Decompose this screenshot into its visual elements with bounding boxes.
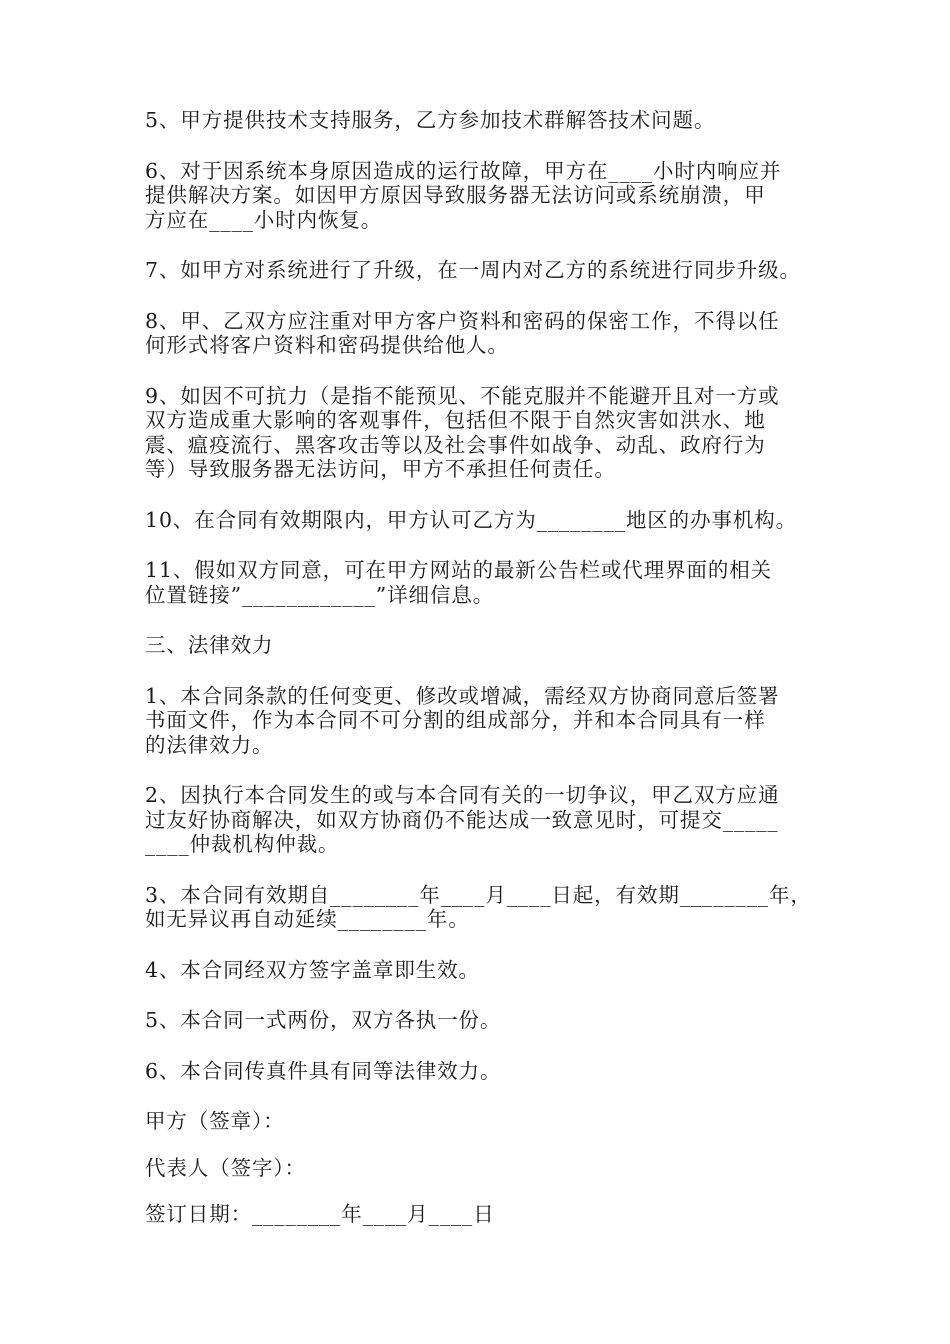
contract-clause bbox=[145, 159, 817, 233]
clause-line: 5、本合同一式两份，双方各执一份。 bbox=[145, 1008, 502, 1032]
clause-line: 方应在____小时内恢复。 bbox=[145, 207, 383, 232]
signature-date: 签订日期：________年____月____日 bbox=[145, 1202, 495, 1226]
clause-line: 3、本合同有效期自________年____月____日起，有效期________年， bbox=[145, 882, 812, 907]
clause-line: 等）导致服务器无法访问，甲方不承担任何责任。 bbox=[145, 457, 616, 481]
section-heading-legal-effect: 三、法律效力 bbox=[145, 633, 274, 657]
contract-clause bbox=[145, 783, 817, 857]
contract-clause bbox=[145, 508, 817, 533]
clause-line: 8、甲、乙双方应注重对甲方客户资料和密码的保密工作，不得以任 bbox=[145, 308, 780, 333]
clause-line: 位置链接”____________”详细信息。 bbox=[145, 582, 495, 607]
contract-page bbox=[145, 108, 817, 1253]
clause-line: 过友好协商解决，如双方协商仍不能达成一致意见时，可提交_____ bbox=[145, 807, 779, 832]
contract-clause bbox=[145, 309, 817, 358]
clause-line: 何形式将客户资料和密码提供给他人。 bbox=[145, 333, 509, 357]
clause-line: 如无异议再自动延续________年。 bbox=[145, 907, 470, 931]
clause-line: 4、本合同经双方签字盖章即生效。 bbox=[145, 957, 480, 982]
clause-line: 10、在合同有效期限内，甲方认可乙方为________地区的办事机构。 bbox=[145, 507, 798, 532]
clause-line: 书面文件，作为本合同不可分割的组成部分，并和本合同具有一样 bbox=[145, 708, 766, 732]
signature-party-a: 甲方（签章）： bbox=[145, 1109, 285, 1133]
clause-line: ____仲裁机构仲裁。 bbox=[145, 832, 340, 856]
clause-line: 的法律效力。 bbox=[145, 732, 274, 757]
contract-clause bbox=[145, 558, 817, 607]
clauses-part3 bbox=[145, 684, 817, 1084]
contract-clause bbox=[145, 108, 817, 133]
clause-line: 11、假如双方同意，可在甲方网站的最新公告栏或代理界面的相关 bbox=[145, 558, 773, 582]
clause-line: 提供解决方案。如因甲方原因导致服务器无法访问或系统崩溃，甲 bbox=[145, 183, 766, 207]
clause-line: 1、本合同条款的任何变更、修改或增减，需经双方协商同意后签署 bbox=[145, 683, 780, 708]
clause-line: 震、瘟疫流行、黑客攻击等以及社会事件如战争、动乱、政府行为 bbox=[145, 432, 766, 457]
clause-line: 7、如甲方对系统进行了升级，在一周内对乙方的系统进行同步升级。 bbox=[145, 258, 801, 282]
signature-representative: 代表人（签字）： bbox=[145, 1155, 306, 1180]
contract-clause bbox=[145, 258, 817, 283]
contract-clause bbox=[145, 1059, 817, 1084]
clause-line: 6、本合同传真件具有同等法律效力。 bbox=[145, 1058, 502, 1083]
clause-line: 5、甲方提供技术支持服务，乙方参加技术群解答技术问题。 bbox=[145, 108, 716, 132]
clause-line: 双方造成重大影响的客观事件，包括但不限于自然灾害如洪水、地 bbox=[145, 408, 766, 432]
contract-clause bbox=[145, 684, 817, 758]
clause-line: 6、对于因系统本身原因造成的运行故障，甲方在____小时内响应并 bbox=[145, 158, 782, 183]
clauses-part2 bbox=[145, 108, 817, 607]
contract-clause bbox=[145, 883, 817, 932]
contract-clause bbox=[145, 384, 817, 482]
clause-line: 2、因执行本合同发生的或与本合同有关的一切争议，甲乙双方应通 bbox=[145, 783, 780, 807]
contract-clause bbox=[145, 958, 817, 983]
contract-clause bbox=[145, 1008, 817, 1033]
clause-line: 9、如因不可抗力（是指不能预见、不能克服并不能避开且对一方或 bbox=[145, 383, 780, 408]
